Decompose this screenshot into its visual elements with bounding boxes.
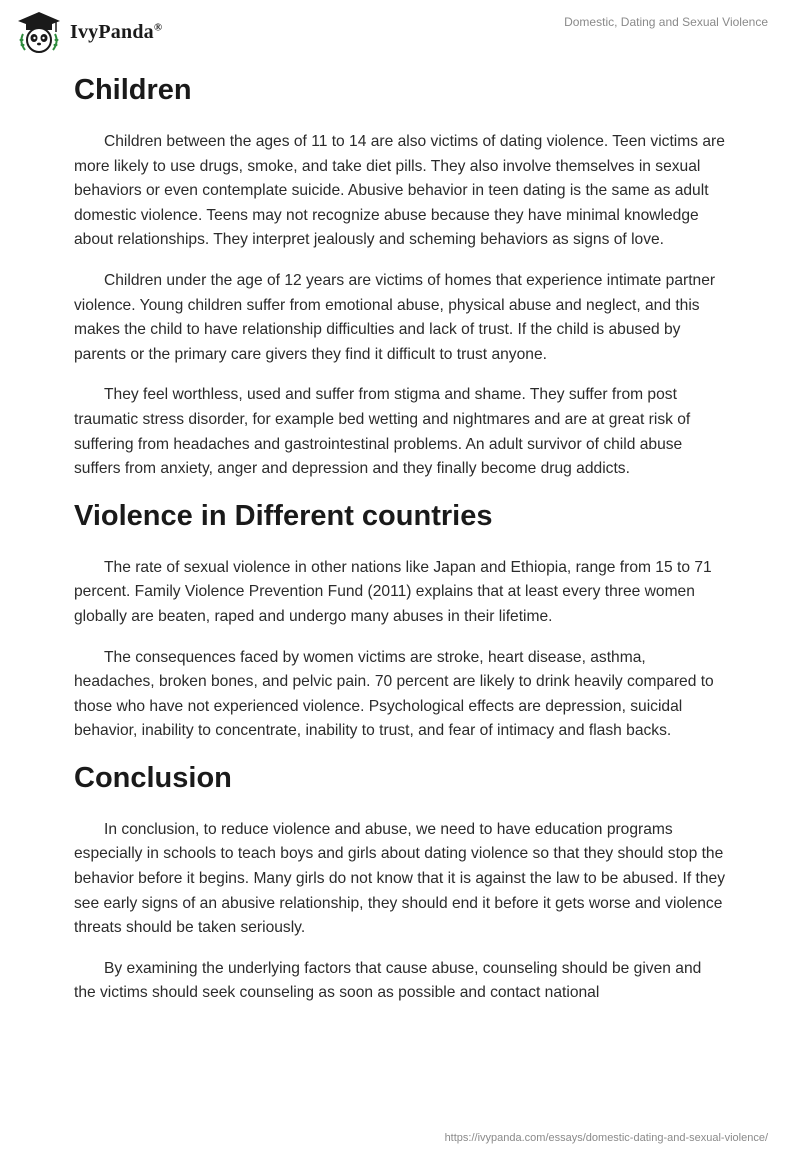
paragraph: They feel worthless, used and suffer from stigma and shame. They suffer from post traumatic stress disorder, for example bed wetting and nightmares and are at great risk of suffering from headaches and gastrointestinal problems. An adult survivor of child abuse suffers from anxiety, anger and depression and they finally become drug addicts.: [74, 386, 691, 478]
paragraph: In conclusion, to reduce violence and abuse, we need to have education programs especially in schools to teach boys and girls about dating violence so that they should stop the behavior before it begins. Many girls do not know that it is against the law to be abused. If they see early signs of an abusive relationship, they should end it before it gets worse and violence threats should be taken seriously.: [74, 820, 725, 937]
paragraph: Children under the age of 12 years are victims of homes that experience intimate partner violence. Young children suffer from emotional abuse, physical abuse and neglect, and this makes the child to have relationship difficulties and lack of trust. If the child is abused by parents or the primary care givers they find it difficult to trust anyone.: [74, 271, 716, 363]
paragraph: Children between the ages of 11 to 14 are also victims of dating violence. Teen victims are more likely to use drugs, smoke, and take diet pills. They also involve themselves in sexual behaviors or even contemplate suicide. Abusive behavior in teen dating is the same as adult domestic violence. Teens may not recognize abuse because they have minimal knowledge about relationships. They interpret jealously and scheming behaviors as signs of love.: [74, 133, 725, 249]
essay-content: [74, 72, 726, 1022]
document-title: Domestic, Dating and Sexual Violence: [564, 15, 768, 29]
brand-logo[interactable]: [14, 10, 162, 54]
page-header: [0, 0, 800, 60]
section-heading-conclusion: Conclusion: [74, 761, 232, 794]
brand-name: IvyPanda®: [70, 20, 163, 43]
section-heading-violence-countries: Violence in Different countries: [74, 499, 493, 532]
source-url[interactable]: https://ivypanda.com/essays/domestic-dating-and-sexual-violence/: [444, 1132, 768, 1144]
paragraph: By examining the underlying factors that cause abuse, counseling should be given and the victims should seek counseling as soon as possible and contact national: [74, 959, 702, 1002]
paragraph: The rate of sexual violence in other nations like Japan and Ethiopia, range from 15 to 71 percent. Family Violence Prevention Fund (2011) explains that at least every three women globally are beaten, raped and undergo many abuses in their lifetime.: [74, 558, 712, 625]
section-heading-children: Children: [74, 74, 192, 106]
paragraph: The consequences faced by women victims are stroke, heart disease, asthma, headaches, broken bones, and pelvic pain. 70 percent are likely to drink heavily compared to those who have not experienced violence. Psychological effects are depression, suicidal behavior, inability to concentrate, inability to trust, and fear of intimacy and flash backs.: [74, 648, 714, 740]
panda-graduate-icon: [14, 10, 64, 54]
